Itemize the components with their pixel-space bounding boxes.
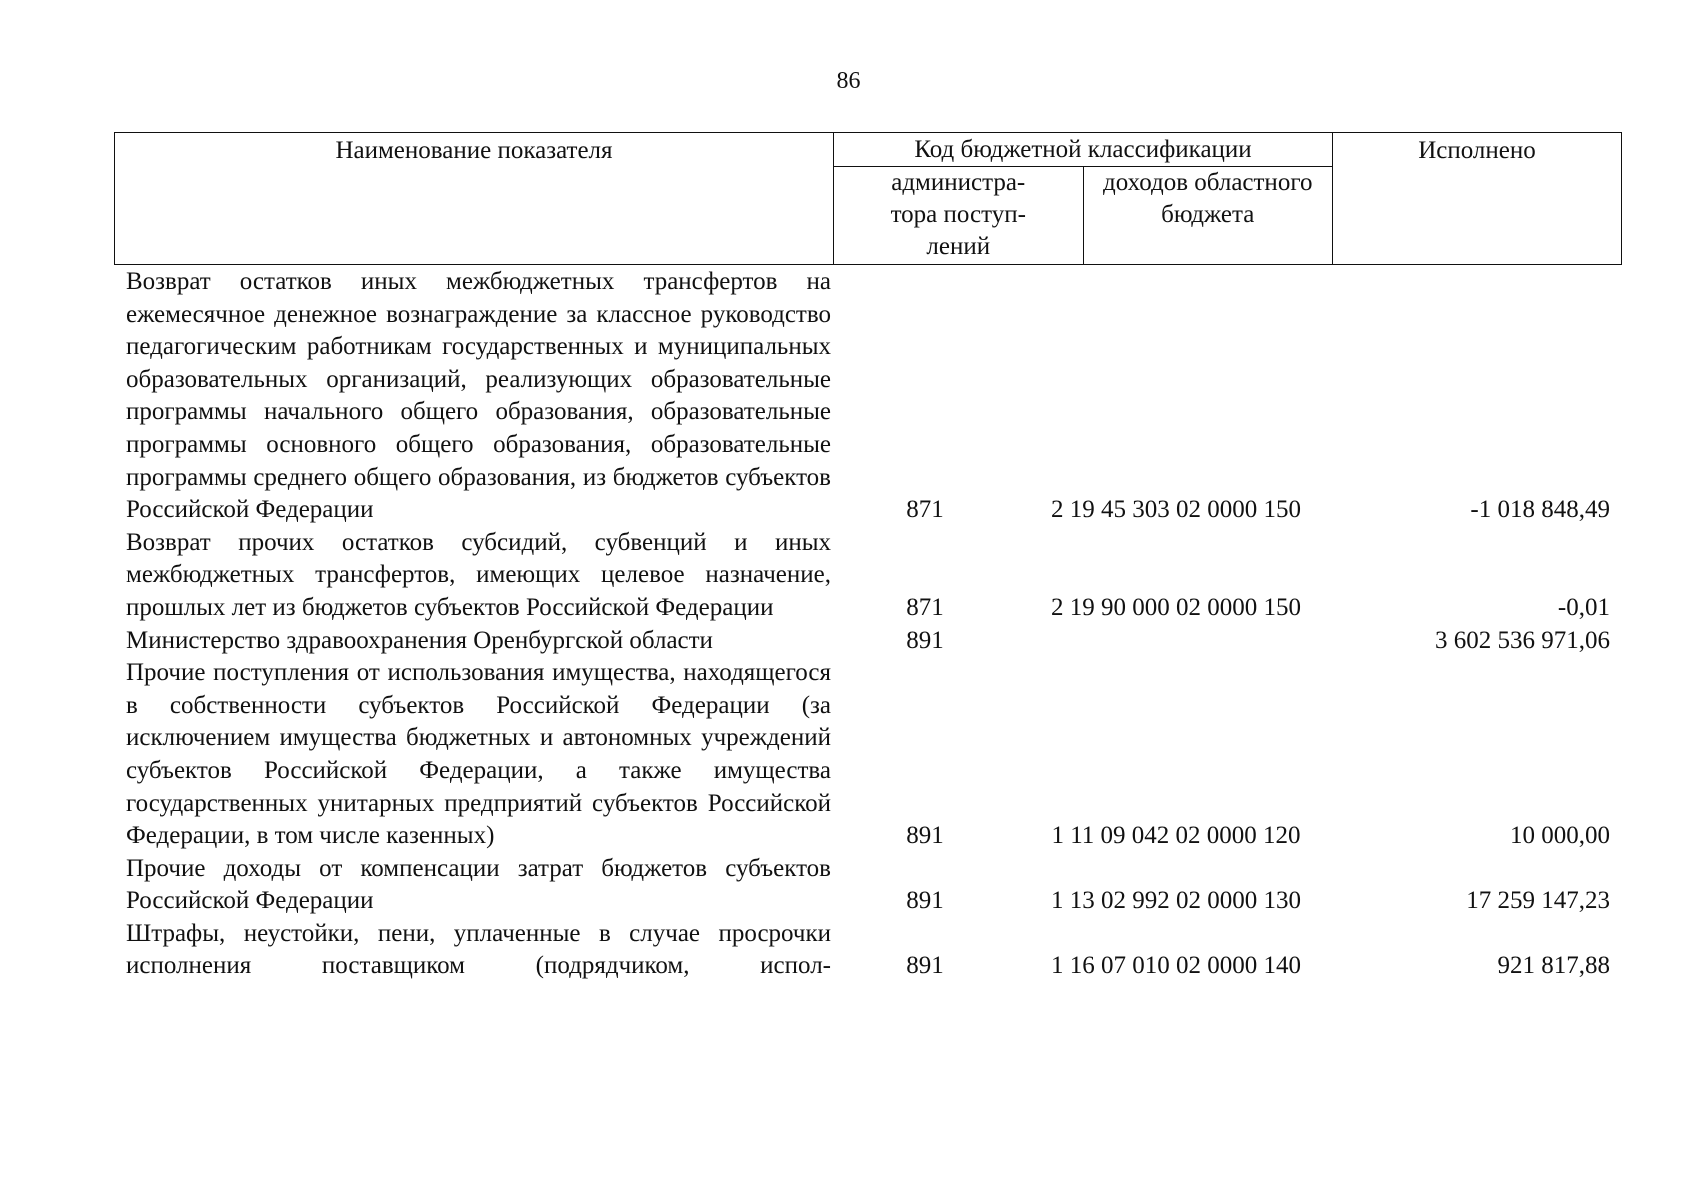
table-row (114, 266, 1622, 527)
row-executed-value: -0,01 (1557, 593, 1610, 621)
table-row (114, 918, 1622, 983)
header-line: доходов областного (1103, 169, 1313, 196)
header-line: администра- (891, 169, 1026, 196)
table-row (114, 657, 1622, 853)
row-admin-code: 871 (906, 496, 944, 524)
row-admin-code: 891 (906, 626, 944, 654)
row-executed-value: 10 000,00 (1510, 822, 1610, 850)
column-header-income-code (1083, 167, 1333, 265)
row-budget-code: 1 11 09 042 02 0000 120 (1051, 822, 1301, 850)
column-header-administrator (834, 167, 1084, 265)
header-line: тора поступ- (890, 201, 1026, 228)
row-executed-value: 17 259 147,23 (1466, 887, 1610, 915)
row-name: Возврат остатков иных межбюджетных трансфертов на ежемесячное денежное вознаграждение за классное руководство педагогическим работникам государственных и муниципальных образовательных организаций, реализующих образовательные программы начального общего образования, образовательные программы основного общего образования, образовательные программы среднего общего образования, из бюджетов субъектов Российской Федерации (126, 268, 831, 524)
row-executed-value: 3 602 536 971,06 (1435, 626, 1610, 654)
table-row (114, 853, 1622, 918)
table-body (114, 266, 1622, 983)
row-name: Министерство здравоохранения Оренбургской области (126, 626, 713, 654)
table-row (114, 527, 1622, 625)
row-admin-code: 891 (906, 887, 944, 915)
table-row (114, 625, 1622, 658)
column-header-name: Наименование показателя (115, 133, 834, 265)
row-name: Штрафы, неустойки, пени, уплаченные в случае просрочки исполнения поставщиком (подрядчиком, испол- (126, 919, 831, 980)
row-budget-code: 2 19 45 303 02 0000 150 (1051, 496, 1301, 524)
row-admin-code: 871 (906, 593, 944, 621)
row-name: Возврат прочих остатков субсидий, субвенций и иных межбюджетных трансфертов, имеющих целевое назначение, прошлых лет из бюджетов субъектов Российской Федерации (126, 528, 831, 621)
row-budget-code: 1 13 02 992 02 0000 130 (1051, 887, 1301, 915)
row-admin-code: 891 (906, 822, 944, 850)
row-name: Прочие поступления от использования имущества, находящегося в собственности субъектов Российской Федерации (за исключением имущества бюджетных и автономных учреждений субъектов Российской Федерации, а также имущества государственных унитарных предприятий субъектов Российской Федерации, в том числе казенных) (126, 659, 831, 850)
header-line: бюджета (1161, 201, 1255, 228)
row-executed-value: 921 817,88 (1497, 952, 1610, 980)
header-line: лений (926, 233, 991, 260)
column-header-budget-code: Код бюджетной классификации (834, 133, 1333, 167)
row-name: Прочие доходы от компенсации затрат бюджетов субъектов Российской Федерации (126, 854, 831, 915)
row-budget-code: 2 19 90 000 02 0000 150 (1051, 593, 1301, 621)
row-executed-value: -1 018 848,49 (1470, 496, 1610, 524)
row-budget-code: 1 16 07 010 02 0000 140 (1051, 952, 1301, 980)
column-header-executed: Исполнено (1333, 133, 1622, 265)
table-header (114, 132, 1622, 265)
page-number: 86 (836, 68, 861, 94)
row-admin-code: 891 (906, 952, 944, 980)
